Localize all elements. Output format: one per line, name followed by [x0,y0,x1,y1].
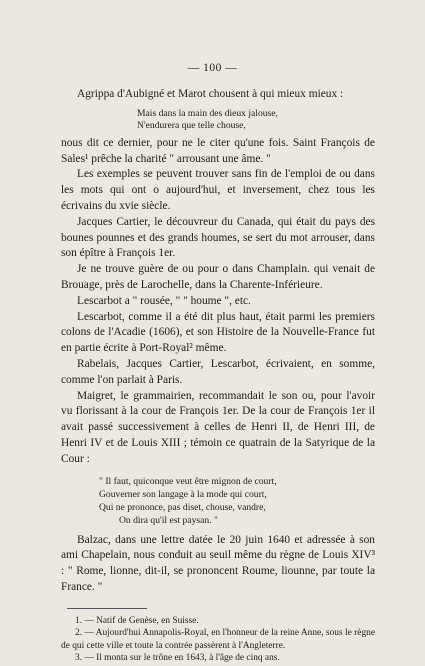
verse-2 [99,475,375,527]
verse-2-line: Qui ne prononce, pas diset, chouse, vandre, [99,501,266,513]
verse-1-line: N'endurera que telle chouse, [137,120,246,132]
paragraph-5: Lescarbot a " rousée, " " houme ", etc. [77,294,251,307]
paragraph-3: Jacques Cartier, le découvreur du Canada, qui était du pays des bounes pounnes et des grands houmes, se sert du mot arrouser, dans son épître à François 1er. [61,215,375,260]
paragraph-1: nous dit ce dernier, pour ne le citer qu'une fois. Saint François de Sales¹ prêche la charité " arrousant une âme. " [61,136,375,165]
verse-2-line: Gouverner son langage à la mode qui court, [99,488,267,500]
footnote-rule [67,608,147,609]
body-text [61,62,375,665]
paragraph-8: Maigret, le grammairien, recommandait le son ou, pour l'avoir vu florissant à la cour de François 1er. De la cour de François 1er il avait passé successivement à celles de Henri II, de Henri III, de Henri IV et de Louis XIII ; témoin ce quatrain de la Satyrique de la Cour : [61,389,375,465]
paragraph-9: Balzac, dans une lettre datée le 20 juin 1640 et adressée à son ami Chapelain, nous conduit au seuil même du règne de Louis XIV³ : " Rome, lionne, dit-il, se prononcent Roume, liounne, par toute la France. " [61,533,375,593]
verse-1 [137,108,375,133]
verse-1-line: Mais dans la main des dieux jalouse, [137,107,278,119]
footnotes [61,615,375,665]
footnote-1: 1. — Natif de Genèse, en Suisse. [75,615,199,626]
page-number: — 100 — [187,62,238,74]
footnote-3: 3. — Il monta sur le trône en 1643, à l'âge de cinq ans. [75,653,280,664]
paragraph-4: Je ne trouve guère de ou pour o dans Champlain. qui venait de Brouage, près de Larochelle, dans la Charente-Inférieure. [61,263,375,291]
intro-line: Agrippa d'Aubigné et Marot chousent à qui mieux mieux : [77,88,344,100]
paragraph-6: Lescarbot, comme il a été dit plus haut, était parmi les premiers colons de l'Acadie (1606), et son Histoire de la Nouvelle-France fut en partie écrite à Port-Royal² même. [61,310,375,355]
verse-2-line: On dira qu'il est paysan. " [119,514,218,526]
paragraph-7: Rabelais, Jacques Cartier, Lescarbot, écrivaient, en somme, comme l'on parlait à Paris. [61,357,375,386]
paragraph-2: Les exemples se peuvent trouver sans fin de l'emploi de ou dans les mots qui ont o aujourd'hui, et inversement, chez tous les écrivains du xvie siècle. [61,168,375,212]
footnote-2: 2. — Aujourd'hui Annapolis-Royal, en l'honneur de la reine Anne, sous le règne de qui cette ville et toute la contrée passèrent à l'Angleterre. [61,628,375,651]
verse-2-line: " Il faut, quiconque veut être mignon de court, [99,475,277,487]
